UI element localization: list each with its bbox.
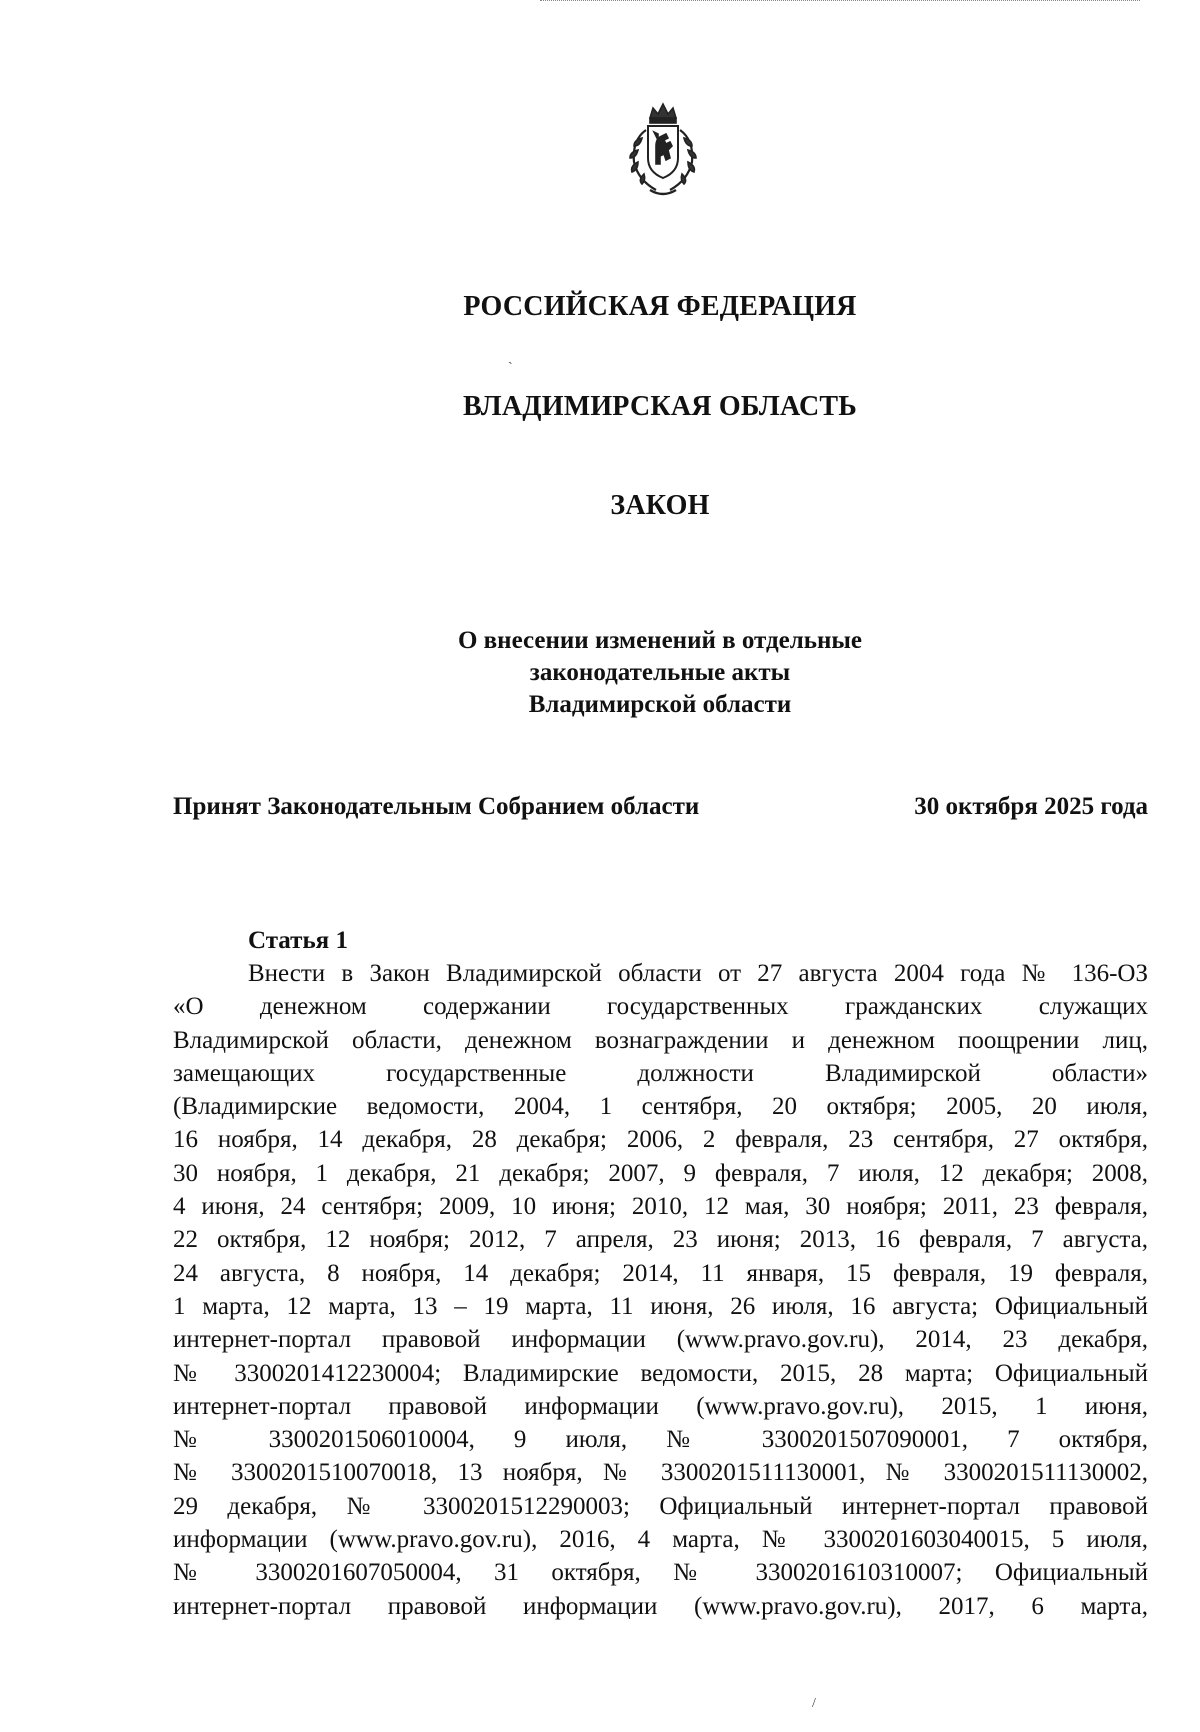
law-title-line: законодательные акты [529, 659, 791, 686]
law-title [0, 625, 1200, 721]
scan-artifact-top [540, 0, 1140, 4]
body-line: № 3300201412230004; Владимирские ведомости, 2015, 28 марта; Официальный [173, 1359, 1148, 1387]
body-line: 4 июня, 24 сентября; 2009, 10 июня; 2010, 12 мая, 30 ноября; 2011, 23 февраля, [173, 1193, 1148, 1221]
body-line: 1 марта, 12 марта, 13 – 19 марта, 11 июня, 26 июля, 16 августа; Официальный [173, 1292, 1148, 1320]
body-line: 16 ноября, 14 декабря, 28 декабря; 2006, 2 февраля, 23 сентября, 27 октября, [173, 1126, 1148, 1154]
body-line: № 3300201506010004, 9 июля, № 3300201507090001, 7 октября, [173, 1426, 1148, 1454]
article-title: Статья 1 [248, 927, 348, 954]
body-line: 29 декабря, № 3300201512290003; Официальный интернет-портал правовой [173, 1492, 1148, 1520]
region-heading: ВЛАДИМИРСКАЯ ОБЛАСТЬ [462, 391, 858, 422]
body-line: «О денежном содержании государственных гражданских служащих [173, 993, 1148, 1021]
coat-of-arms-emblem [620, 100, 706, 200]
scan-mark: ˏ [508, 350, 513, 365]
body-line: интернет-портал правовой информации (www.pravo.gov.ru), 2015, 1 июня, [173, 1392, 1148, 1420]
scan-mark: / [812, 1696, 816, 1711]
adopted-date: 30 октября 2025 года [914, 793, 1148, 820]
body-line: замещающих государственные должности Владимирской области» [173, 1059, 1148, 1087]
body-line: 22 октября, 12 ноября; 2012, 7 апреля, 23 июня; 2013, 16 февраля, 7 августа, [173, 1226, 1148, 1254]
body-line: интернет-портал правовой информации (www.pravo.gov.ru), 2014, 23 декабря, [173, 1326, 1148, 1354]
law-title-line: Владимирской области [528, 691, 792, 718]
article-body [173, 957, 1148, 1623]
body-line: № 3300201607050004, 31 октября, № 3300201610310007; Официальный [173, 1559, 1148, 1587]
body-line: информации (www.pravo.gov.ru), 2016, 4 марта, № 3300201603040015, 5 июля, [173, 1526, 1148, 1554]
country-heading: РОССИЙСКАЯ ФЕДЕРАЦИЯ [463, 291, 857, 322]
body-line: 30 ноября, 1 декабря, 21 декабря; 2007, 9 февраля, 7 июля, 12 декабря; 2008, [173, 1159, 1148, 1187]
body-line: Внести в Закон Владимирской области от 27 августа 2004 года № 136-ОЗ [248, 960, 1148, 987]
body-line: интернет-портал правовой информации (www.pravo.gov.ru), 2017, 6 марта, [173, 1592, 1148, 1620]
body-line: (Владимирские ведомости, 2004, 1 сентября, 20 октября; 2005, 20 июля, [173, 1093, 1148, 1121]
body-line: 24 августа, 8 ноября, 14 декабря; 2014, 11 января, 15 февраля, 19 февраля, [173, 1259, 1148, 1287]
body-line: Владимирской области, денежном вознаграждении и денежном поощрении лиц, [173, 1026, 1148, 1054]
body-line: № 3300201510070018, 13 ноября, № 3300201511130001, № 3300201511130002, [173, 1459, 1148, 1487]
adopted-label: Принят Законодательным Собранием области [173, 793, 700, 820]
law-title-line: О внесении изменений в отдельные [457, 627, 863, 654]
document-type-heading: ЗАКОН [610, 490, 710, 521]
